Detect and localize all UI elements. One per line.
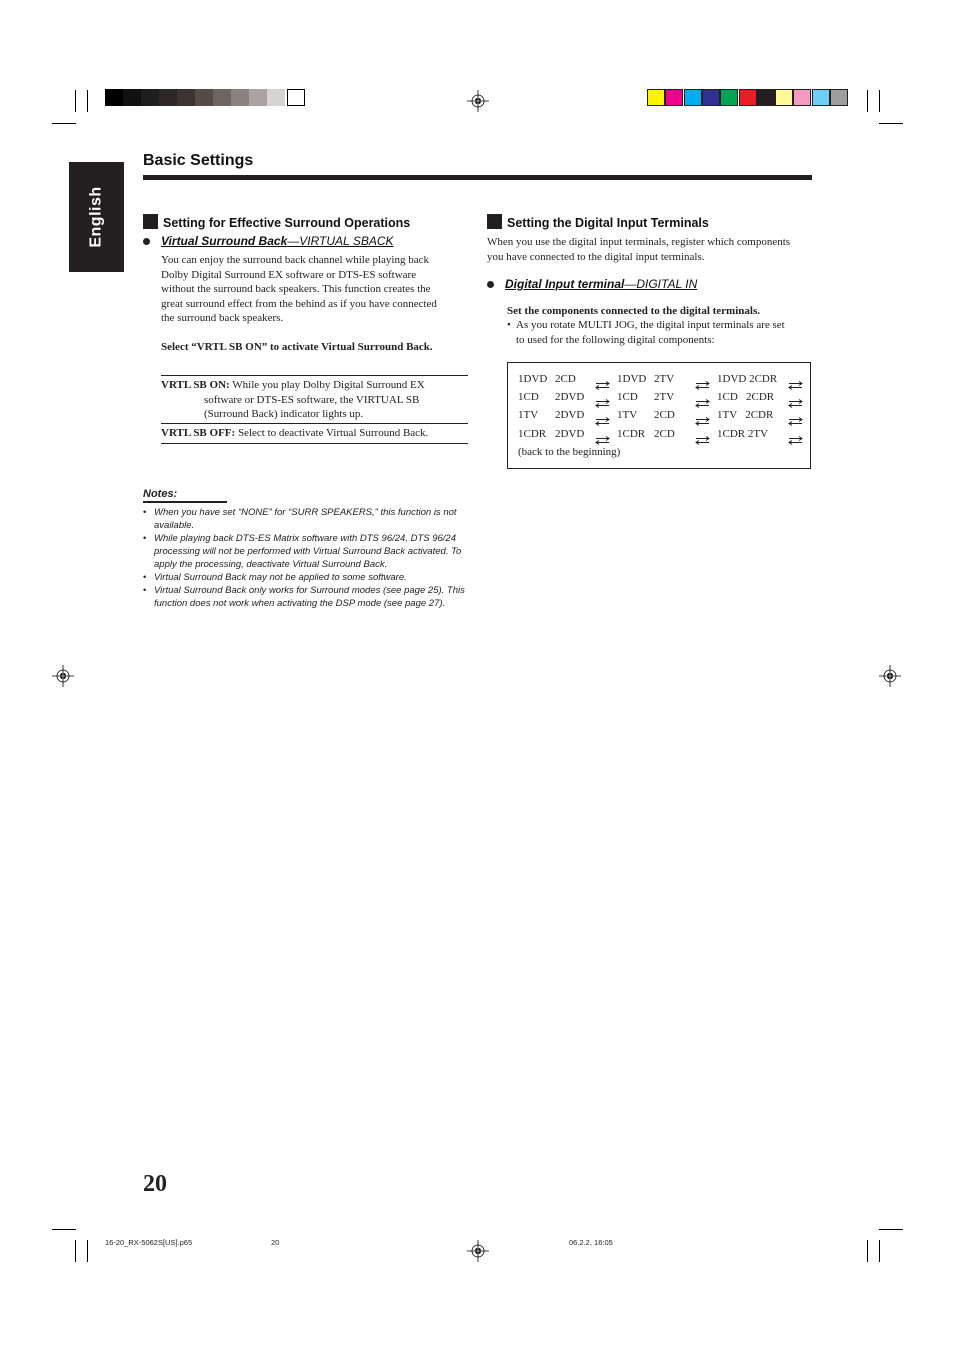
gray-swatch [177, 89, 195, 106]
bullet-main-text: Digital Input terminal [505, 277, 625, 291]
color-swatch [684, 89, 702, 106]
intro-line: the surround back speakers. [161, 312, 284, 324]
color-swatch [739, 89, 757, 106]
registration-mark-icon [52, 665, 74, 687]
gray-swatch [267, 89, 285, 106]
cycle-cell: 2TV [654, 373, 675, 385]
digital-intro [487, 235, 790, 264]
cycle-arrow-icon [695, 432, 710, 441]
cycle-cell: 1DVD 2CDR [717, 373, 778, 385]
color-swatch [702, 89, 720, 106]
cycle-cell: 2TV [654, 391, 675, 403]
color-swatch [812, 89, 830, 106]
cycle-cell: 1DVD [518, 373, 548, 385]
color-swatch [793, 89, 811, 106]
table-rule [161, 423, 468, 424]
surround-intro [161, 253, 437, 326]
cycle-cell: 2CD [654, 428, 675, 440]
vrtl-sb-on-entry [161, 378, 471, 422]
gray-swatch [123, 89, 141, 106]
cycle-cell: 1DVD [617, 373, 647, 385]
surround-heading [143, 214, 410, 230]
cycle-arrow-icon [695, 413, 710, 422]
registration-mark-icon [467, 90, 489, 112]
crop-mark [879, 1240, 880, 1262]
crop-mark [75, 1240, 76, 1262]
on-text: While you play Dolby Digital Surround EX [232, 379, 425, 391]
gray-swatch [105, 89, 123, 106]
crop-mark [87, 1240, 88, 1262]
crop-mark [879, 1229, 903, 1230]
gray-swatch [159, 89, 177, 106]
bullet-dot-icon [487, 281, 494, 288]
intro-line: You can enjoy the surround back channel while playing back [161, 254, 430, 266]
color-swatch [647, 89, 665, 106]
cycle-arrow-icon [788, 413, 803, 422]
bullet-sub-text: VIRTUAL SBACK [299, 234, 394, 248]
gray-swatch [249, 89, 267, 106]
language-tab-label: English [87, 186, 105, 248]
cycle-arrow-icon [595, 377, 610, 386]
cycle-cell: 1TV [518, 409, 539, 421]
table-rule [161, 443, 468, 444]
registration-mark-icon [879, 665, 901, 687]
bullet-sep: — [624, 277, 637, 291]
table-rule [161, 375, 468, 376]
crop-mark [52, 1229, 76, 1230]
set-line: to used for the following digital components: [516, 333, 715, 346]
digital-input-bullet [505, 277, 697, 291]
title-rule [143, 175, 812, 180]
on-text: (Surround Back) indicator lights up. [204, 408, 364, 420]
cycle-cell: 2DVD [555, 409, 585, 421]
intro-line: without the surround back speakers. This function creates the [161, 283, 431, 295]
set-components-text: • As you rotate MULTI JOG, the digital input terminals are set to used for the following digital components: [507, 318, 817, 347]
on-label: VRTL SB ON: [161, 379, 230, 391]
gray-swatch [141, 89, 159, 106]
color-swatch [830, 89, 848, 106]
cycle-cell: 1CD [518, 391, 539, 403]
color-swatch [720, 89, 738, 106]
crop-mark [867, 90, 868, 112]
cycle-arrow-icon [695, 377, 710, 386]
cycle-cell: 1TV 2CDR [717, 409, 774, 421]
surround-instruction: Select “VRTL SB ON” to activate Virtual Surround Back. [161, 341, 433, 353]
cycle-arrow-icon [788, 432, 803, 441]
bullet-sep: — [287, 234, 300, 248]
gray-swatch [287, 89, 305, 106]
crop-mark [879, 123, 903, 124]
cycle-arrow-icon [595, 432, 610, 441]
digital-input-heading [487, 214, 709, 230]
cycle-cell: 2DVD [555, 391, 585, 403]
intro-line: Dolby Digital Surround EX software or DTS-ES software [161, 268, 417, 281]
page-section-title: Basic Settings [143, 152, 254, 169]
off-text: Select to deactivate Virtual Surround Back. [237, 427, 429, 439]
color-swatch [775, 89, 793, 106]
registration-mark-icon [467, 1240, 489, 1262]
notes-rule [143, 501, 227, 503]
surround-heading-text: Setting for Effective Surround Operations [163, 216, 411, 230]
cycle-cell: 1CDR [617, 428, 646, 440]
bullet-dot-icon [143, 238, 150, 245]
cycle-footer: (back to the beginning) [518, 446, 621, 458]
cycle-cell: 2DVD [555, 428, 585, 440]
note-item: • Virtual Surround Back only works for Surround modes (see page 25). This function does not work when activating the DSP mode (see page 27). [143, 584, 471, 610]
crop-mark [879, 90, 880, 112]
notes-list [143, 506, 471, 610]
vrtl-sb-off-entry [161, 426, 471, 441]
heading-square-icon [143, 214, 158, 229]
footer-date: 06.2.2, 16:05 [569, 1238, 613, 1247]
digital-input-heading-text: Setting the Digital Input Terminals [507, 216, 709, 230]
crop-mark [52, 123, 76, 124]
cycle-arrow-icon [595, 413, 610, 422]
virtual-surround-bullet [161, 234, 394, 248]
cycle-cell: 1CD [617, 391, 638, 403]
language-tab-label-wrap [69, 162, 124, 272]
bullet-main-text: Virtual Surround Back [161, 234, 288, 248]
cycle-cell: 1CDR [518, 428, 547, 440]
cycle-arrow-icon [695, 395, 710, 404]
notes-title: Notes: [143, 488, 178, 500]
on-text: software or DTS-ES software, the VIRTUAL SB [204, 393, 420, 406]
cycle-cell: 1CDR 2TV [717, 428, 769, 440]
color-swatch [757, 89, 775, 106]
note-item: • While playing back DTS-ES Matrix software with DTS 96/24, DTS 96/24 processing will not be performed with Virtual Surround Back activated. To apply the processing, deactivate Virtual Surround Back. [143, 532, 471, 571]
bullet-sub-text: DIGITAL IN [636, 277, 698, 291]
off-label: VRTL SB OFF: [161, 427, 236, 439]
intro-line: you have connected to the digital input terminals. [487, 250, 705, 263]
gray-swatch [231, 89, 249, 106]
crop-mark [867, 1240, 868, 1262]
intro-line: When you use the digital input terminals, register which components [487, 236, 791, 248]
cycle-cell: 2CD [654, 409, 675, 421]
cycle-arrow-icon [788, 377, 803, 386]
color-swatch [665, 89, 683, 106]
set-components-heading: Set the components connected to the digital terminals. [507, 305, 760, 317]
crop-mark [75, 90, 76, 112]
page-number: 20 [143, 1171, 167, 1197]
intro-line: great surround effect from the behind as if you have connected [161, 297, 437, 310]
note-item: • Virtual Surround Back may not be applied to some software. [143, 571, 471, 584]
cycle-cell: 1CD 2CDR [717, 391, 775, 403]
footer-file: 16-20_RX-5062S[US].p65 [105, 1238, 193, 1247]
heading-square-icon [487, 214, 502, 229]
cycle-arrow-icon [788, 395, 803, 404]
cycle-arrow-icon [595, 395, 610, 404]
cycle-cell: 1TV [617, 409, 638, 421]
cycle-cell: 2CD [555, 373, 576, 385]
gray-swatch [195, 89, 213, 106]
crop-mark [87, 90, 88, 112]
note-item: • When you have set “NONE” for “SURR SPEAKERS,” this function is not available. [143, 506, 471, 532]
footer-page: 20 [271, 1238, 280, 1247]
set-line: As you rotate MULTI JOG, the digital input terminals are set [516, 319, 785, 331]
gray-swatch [213, 89, 231, 106]
